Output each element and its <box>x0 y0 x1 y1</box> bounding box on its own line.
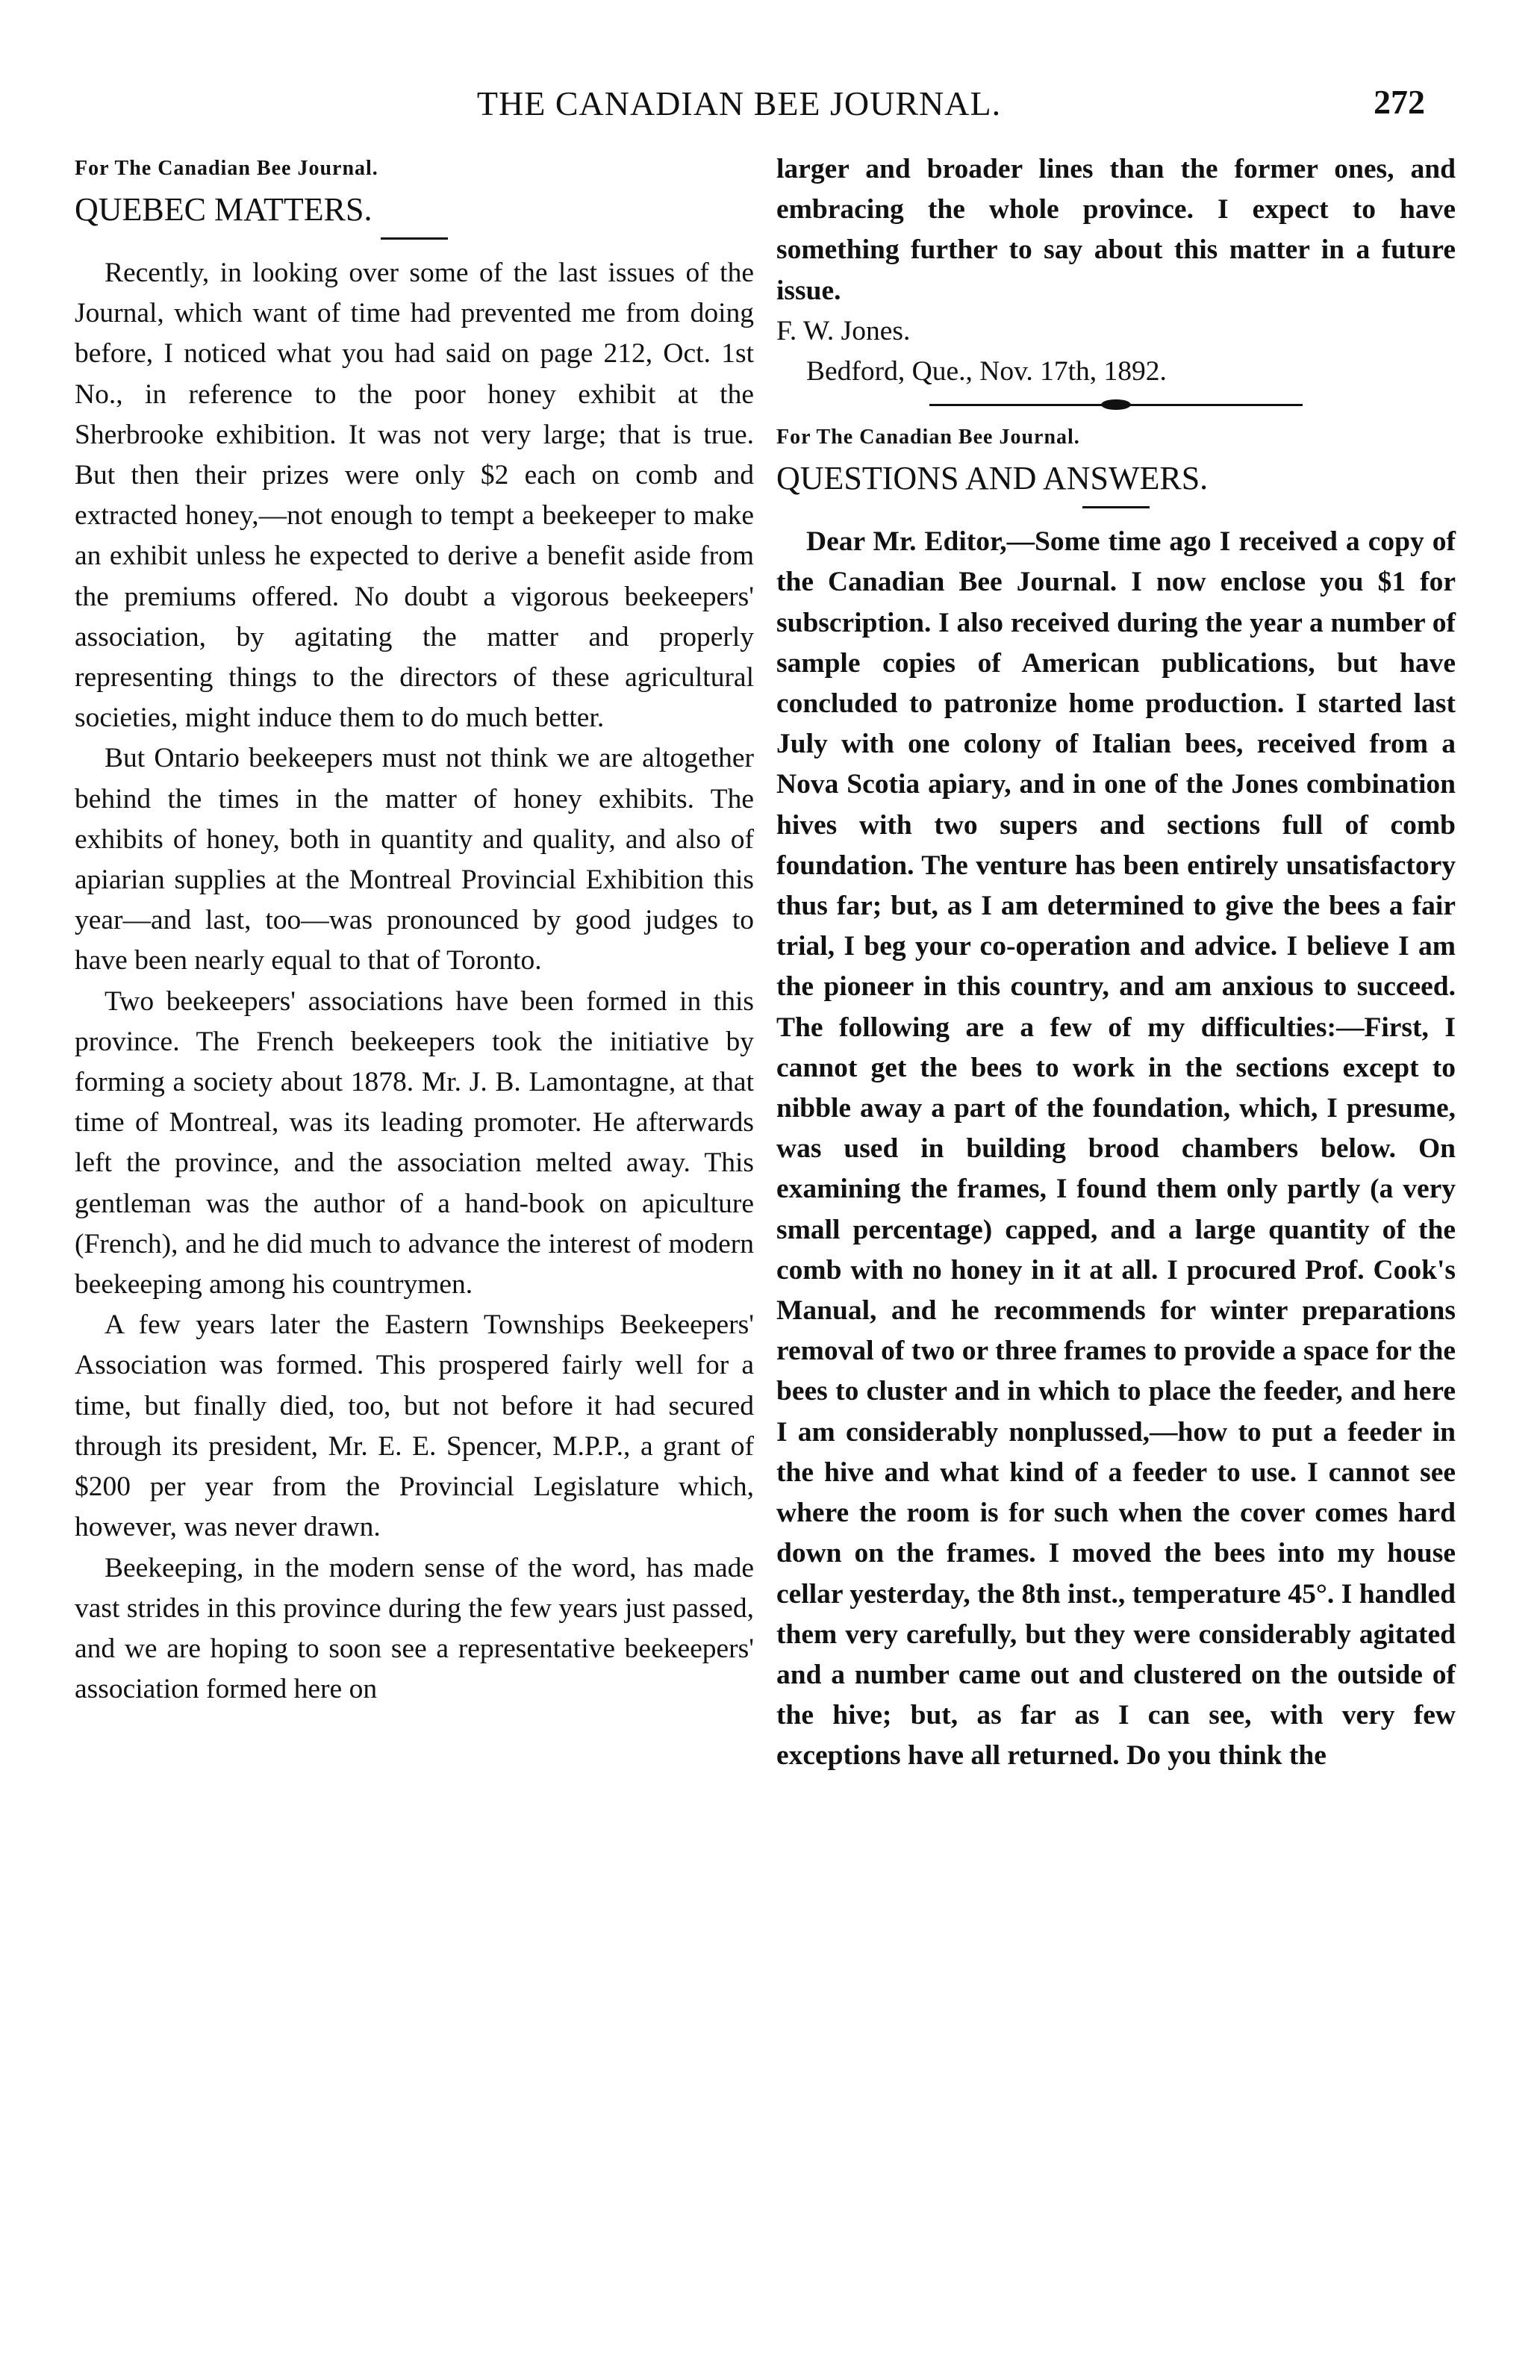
article-heading: QUESTIONS AND ANSWERS. <box>776 460 1209 497</box>
paragraph: Recently, in looking over some of the last issues of the Journal, which want of time had prevented me from doing before, I noticed what you had said on page 212, Oct. 1st No., in reference to the poor honey exhibit at the Sherbrooke exhibition. It was not very large; that is true. But then their prizes were only $2 each on comb and extracted honey,—not enough to tempt a beekeeper to make an exhibit unless he expected to derive a benefit aside from the premiums offered. No doubt a vigorous beekeepers' association, by agitating the matter and properly representing things to the directors of these agricultural societies, might induce them to do much better. <box>75 258 754 734</box>
continued-paragraph: larger and broader lines than the former ones, and embracing the whole province. I expect to have something further to say about this matter in a future issue. <box>776 154 1456 306</box>
heading-rule <box>1082 506 1150 508</box>
right-column <box>776 149 1456 1777</box>
running-title: THE CANADIAN BEE JOURNAL. <box>476 84 1002 122</box>
paragraph: Beekeeping, in the modern sense of the word, has made vast strides in this province during the few years just passed, and we are hoping to soon see a representative beekeepers' association formed here on <box>75 1552 754 1705</box>
dateline: Bedford, Que., Nov. 17th, 1892. <box>806 356 1167 387</box>
left-column <box>75 149 754 1710</box>
source-line: For The Canadian Bee Journal. <box>776 426 1080 449</box>
source-line: For The Canadian Bee Journal. <box>75 157 378 180</box>
signature: F. W. Jones. <box>776 315 911 346</box>
article-heading: QUEBEC MATTERS. <box>75 191 372 228</box>
page-number: 272 <box>1374 83 1425 121</box>
paragraph: Dear Mr. Editor,—Some time ago I received a copy of the Canadian Bee Journal. I now enclose you $1 for subscription. I also received during the year a number of sample copies of American publications, but have concluded to patronize home production. I started last July with one colony of Italian bees, received from a Nova Scotia apiary, and in one of the Jones combination hives with two supers and sections full of comb foundation. The venture has been entirely unsatisfactory thus far; but, as I am determined to give the bees a fair trial, I beg your co-operation and advice. I believe I am the pioneer in this country, and am anxious to succeed. The following are a few of my difficulties:—First, I cannot get the bees to work in the sections except to nibble away a part of the foundation, which, I presume, was used in building brood chambers below. On examining the frames, I found them only partly (a very small percentage) capped, and a large quantity of the comb with no honey in it at all. I procured Prof. Cook's Manual, and he recommends for winter preparations removal of two or three frames to provide a space for the bees to cluster and in which to place the feeder, and here I am considerably nonplussed,—how to put a feeder in the hive and what kind of a feeder to use. I cannot see where the room is for such when the cover comes hard down on the frames. I moved the bees into my house cellar yesterday, the 8th inst., temperature 45°. I handled them very carefully, but they were considerably agitated and a number came out and clustered on the outside of the hive; but, as far as I can see, with very few exceptions have all returned. Do you think the <box>776 526 1456 1772</box>
heading-rule <box>381 237 448 240</box>
paragraph: But Ontario beekeepers must not think we are altogether behind the times in the matter of honey exhibits. The exhibits of honey, both in quantity and quality, and also of apiarian supplies at the Montreal Provincial Exhibition this year—and last, too—was pronounced by good judges to have been nearly equal to that of Toronto. <box>75 743 754 976</box>
section-divider <box>929 404 1303 406</box>
paragraph: A few years later the Eastern Townships Beekeepers' Association was formed. This prospered fairly well for a time, but finally died, too, but not before it had secured through its president, Mr. E. E. Spencer, M.P.P., a grant of $200 per year from the Provincial Legislature which, however, was never drawn. <box>75 1309 754 1543</box>
paragraph: Two beekeepers' associations have been formed in this province. The French beekeepers took the initiative by forming a society about 1878. Mr. J. B. Lamontagne, at that time of Montreal, was its leading promoter. He afterwards left the province, and the association melted away. This gentleman was the author of a hand-book on apiculture (French), and he did much to advance the interest of modern beekeeping among his countrymen. <box>75 985 754 1300</box>
